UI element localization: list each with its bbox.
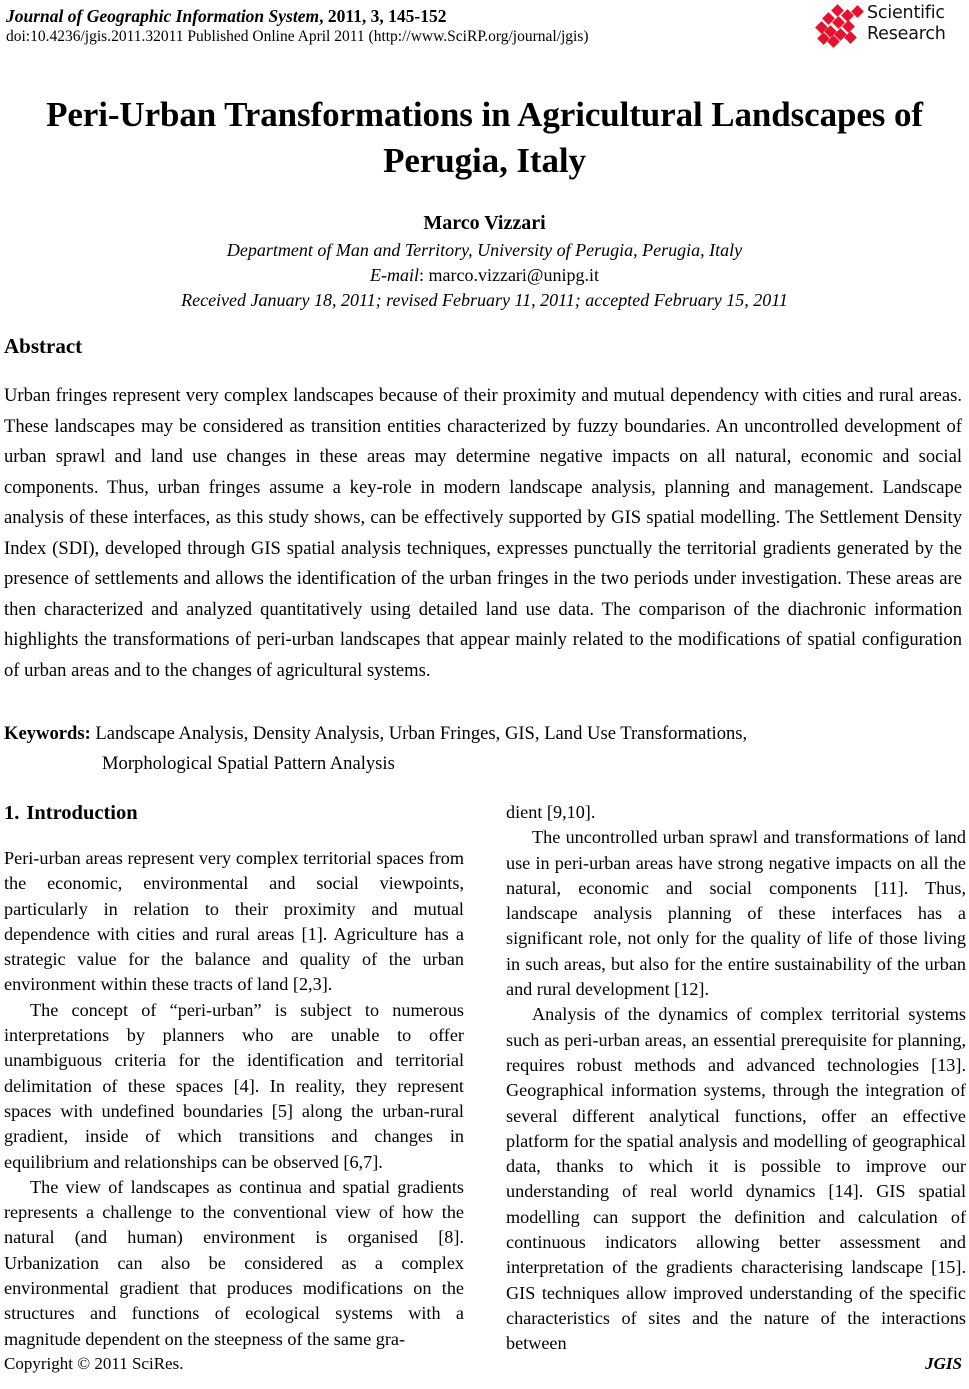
publisher-name-line2: Research (867, 24, 946, 44)
article-history: Received January 18, 2011; revised February 11, 2011; accepted February 15, 2011 (181, 290, 788, 310)
section-heading-introduction (4, 800, 464, 826)
publisher-name-line1: Scientific (867, 3, 945, 23)
journal-abbreviation: JGIS (925, 1354, 962, 1373)
paragraph: The view of landscapes as continua and spatial gradients represents a challenge to the conventional view of how the natural (and human) environment is organised [8]. Urbanization can also be considered as a complex environmental gradient that produces modifications on the structures and functions of ecological systems with a magnitude dependent on the steepness of the same gra- (4, 1176, 464, 1349)
copyright-notice: Copyright © 2011 SciRes. (4, 1354, 184, 1373)
body-column-left (4, 800, 464, 1352)
abstract-heading: Abstract (4, 334, 83, 358)
keywords-list-line2: Morphological Spatial Pattern Analysis (102, 753, 395, 774)
paragraph: dient [9,10]. (506, 802, 596, 822)
publisher-name (867, 3, 946, 45)
journal-name: Journal of Geographic Information System (6, 6, 320, 26)
page-title: Peri-Urban Transformations in Agricultural Landscapes of Perugia, Italy (46, 95, 923, 180)
journal-citation-line (6, 6, 826, 27)
section-number: 1. (4, 802, 20, 824)
paragraph: The uncontrolled urban sprawl and transformations of land use in peri-urban areas have strong negative impacts on all the natural, economic and social components [11]. Thus, landscape analysis planning of these interfaces has a significant role, not only for the quality of life of those living in such areas, but also for the entire sustainability of the urban and rural development [12]. (506, 827, 966, 1000)
author-block (20, 208, 949, 313)
section-title: Introduction (26, 802, 138, 824)
paragraph: The concept of “peri-urban” is subject to numerous interpretations by planners who are unable to offer unambiguous criteria for the identification and territorial delimitation of these spaces [4]. In reality, they represent spaces with undefined boundaries [5] along the urban-rural gradient, inside of which transitions and changes in equilibrium and relationships can be observed [6,7]. (4, 999, 464, 1172)
keywords-label: Keywords: (4, 723, 91, 744)
page-footer (4, 1353, 962, 1375)
keywords-list-line1: Landscape Analysis, Density Analysis, Urban Fringes, GIS, Land Use Transformations, (90, 723, 748, 744)
author-affiliation: Department of Man and Territory, University of Perugia, Perugia, Italy (226, 240, 743, 260)
abstract-text: Urban fringes represent very complex landscapes because of their proximity and mutual dependency with cities and rural areas. These landscapes may be considered as transition entities characterized by fuzzy boundaries. An uncontrolled development of urban sprawl and land use changes in these areas may determine negative impacts on all natural, economic and social components. Thus, urban fringes assume a key-role in modern landscape analysis, planning and management. Landscape analysis of these interfaces, as this study shows, can be effectively supported by GIS spatial modelling. The Settlement Density Index (SDI), developed through GIS spatial analysis techniques, expresses punctually the territorial gradients generated by the presence of settlements and allows the identification of the urban fringes in the two periods under investigation. These areas are then characterized and analyzed quantitatively using detailed land use data. The comparison of the diachronic information highlights the transformations of peri-urban landscapes that appear mainly related to the modifications of spatial configuration of urban areas and to the changes of agricultural systems. (4, 385, 962, 681)
author-name: Marco Vizzari (423, 212, 546, 234)
scientific-research-diamond-icon (817, 6, 863, 48)
paragraph: Analysis of the dynamics of complex territorial systems such as peri-urban areas, an essential prerequisite for planning, requires robust methods and advanced technologies [13]. Geographical information systems, through the integration of several different analytical functions, offer an effective platform for the spatial analysis and modelling of geographical data, thanks to which it is possible to improve our understanding of real world dynamics [14]. GIS spatial modelling can support the definition and calculation of continuous indicators allowing better assessment and interpretation of the gradients characterising landscape [15]. GIS techniques allow improved understanding of the specific characteristics of sites and the nature of the interactions between (506, 1004, 966, 1354)
body-columns (4, 800, 966, 1354)
paragraph: Peri-urban areas represent very complex territorial spaces from the economic, environmental and social viewpoints, particularly in relation to their proximity and mutual dependence with cities and rural areas [1]. Agriculture has a strategic value for the balance and quality of the urban environment within these tracts of land [2,3]. (4, 848, 464, 995)
publisher-logo (817, 2, 965, 52)
journal-issue-info: , 2011, 3, 145-152 (319, 6, 447, 26)
email-label: E-mail (369, 265, 419, 285)
keywords-block (4, 719, 962, 779)
doi-line: doi:10.4236/jgis.2011.32011 Published Online April 2011 (http://www.SciRP.org/journal/jgis) (6, 28, 589, 45)
email-address[interactable]: : marco.vizzari@unipg.it (418, 265, 600, 285)
author-email (20, 263, 949, 288)
body-column-right (506, 800, 966, 1357)
running-head (6, 6, 826, 47)
